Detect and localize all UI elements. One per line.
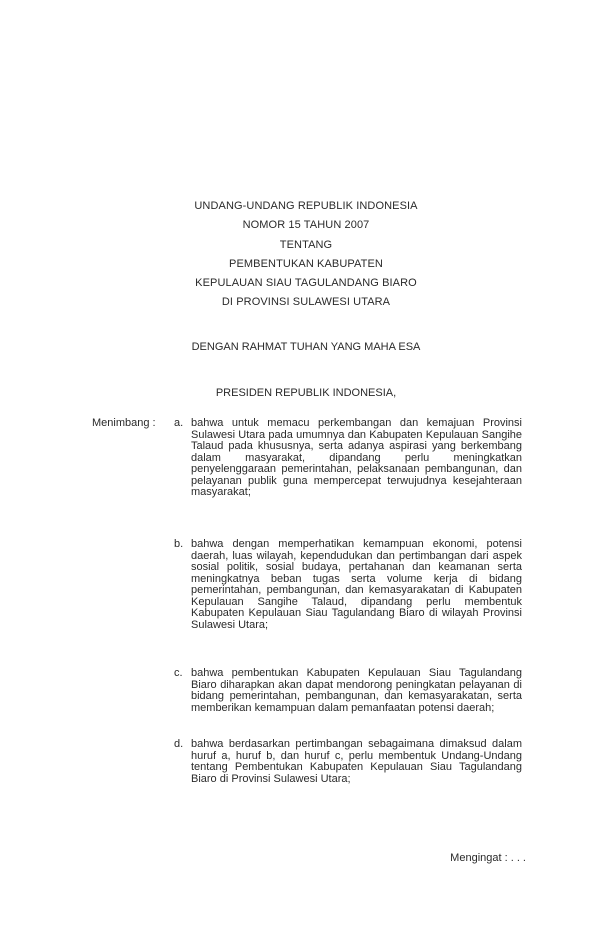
title-line-law-type: UNDANG-UNDANG REPUBLIK INDONESIA [194, 200, 418, 212]
continuation-marker: Mengingat : . . . [450, 852, 526, 864]
clause-marker: a. [174, 417, 184, 429]
title-line-subject-3: DI PROVINSI SULAWESI UTARA [221, 296, 391, 309]
document-title [0, 197, 612, 313]
clause-marker: d. [174, 738, 184, 750]
clause-text: bahwa pembentukan Kabupaten Kepulauan Siau Tagulandang Biaro diharapkan akan dapat mendorong peningkatan pelayanan di bidang pemerintahan, pembangunan, dan kemasyarakatan, serta memberikan kemampuan dalam pemanfaatan potensi daerah; [191, 667, 522, 714]
title-line-subject-2: KEPULAUAN SIAU TAGULANDANG BIARO [195, 277, 417, 290]
invocation: DENGAN RAHMAT TUHAN YANG MAHA ESA [191, 341, 421, 353]
clause-marker: c. [174, 667, 183, 679]
clause-text: bahwa dengan memperhatikan kemampuan ekonomi, potensi daerah, luas wilayah, kependudukan dan pertimbangan dari aspek sosial politik, sosial budaya, pertahanan dan keamanan serta meningkatnya beban tugas serta volume kerja di bidang pemerintahan, pembangunan, dan kemasyarakatan di Kabupaten Kepulauan Sangihe Talaud, dipandang perlu membentuk Kabupaten Kepulauan Siau Tagulandang Biaro di wilayah Provinsi Sulawesi Utara; [191, 538, 522, 631]
title-line-number-year: NOMOR 15 TAHUN 2007 [242, 219, 370, 232]
title-line-subject-1: PEMBENTUKAN KABUPATEN [229, 257, 383, 270]
president-heading: PRESIDEN REPUBLIK INDONESIA, [215, 387, 397, 399]
clause-marker: b. [174, 538, 184, 550]
clause-text: bahwa berdasarkan pertimbangan sebagaimana dimaksud dalam huruf a, huruf b, dan huruf c, perlu membentuk Undang-Undang tentang Pembentukan Kabupaten Kepulauan Siau Tagulandang Biaro di Provinsi Sulawesi Utara; [191, 738, 522, 785]
clause-text: bahwa untuk memacu perkembangan dan kemajuan Provinsi Sulawesi Utara pada umumnya dan Kabupaten Kepulauan Sangihe Talaud pada khususnya, serta adanya aspirasi yang berkembang dalam masyarakat, dipandang perlu meningkatkan penyelenggaraan pemerintahan, pelaksanaan pembangunan, dan pelayanan publik guna mempercepat terwujudnya kesejahteraan masyarakat; [191, 417, 522, 499]
menimbang-label: Menimbang : [92, 417, 156, 429]
title-line-about: TENTANG [279, 238, 333, 251]
